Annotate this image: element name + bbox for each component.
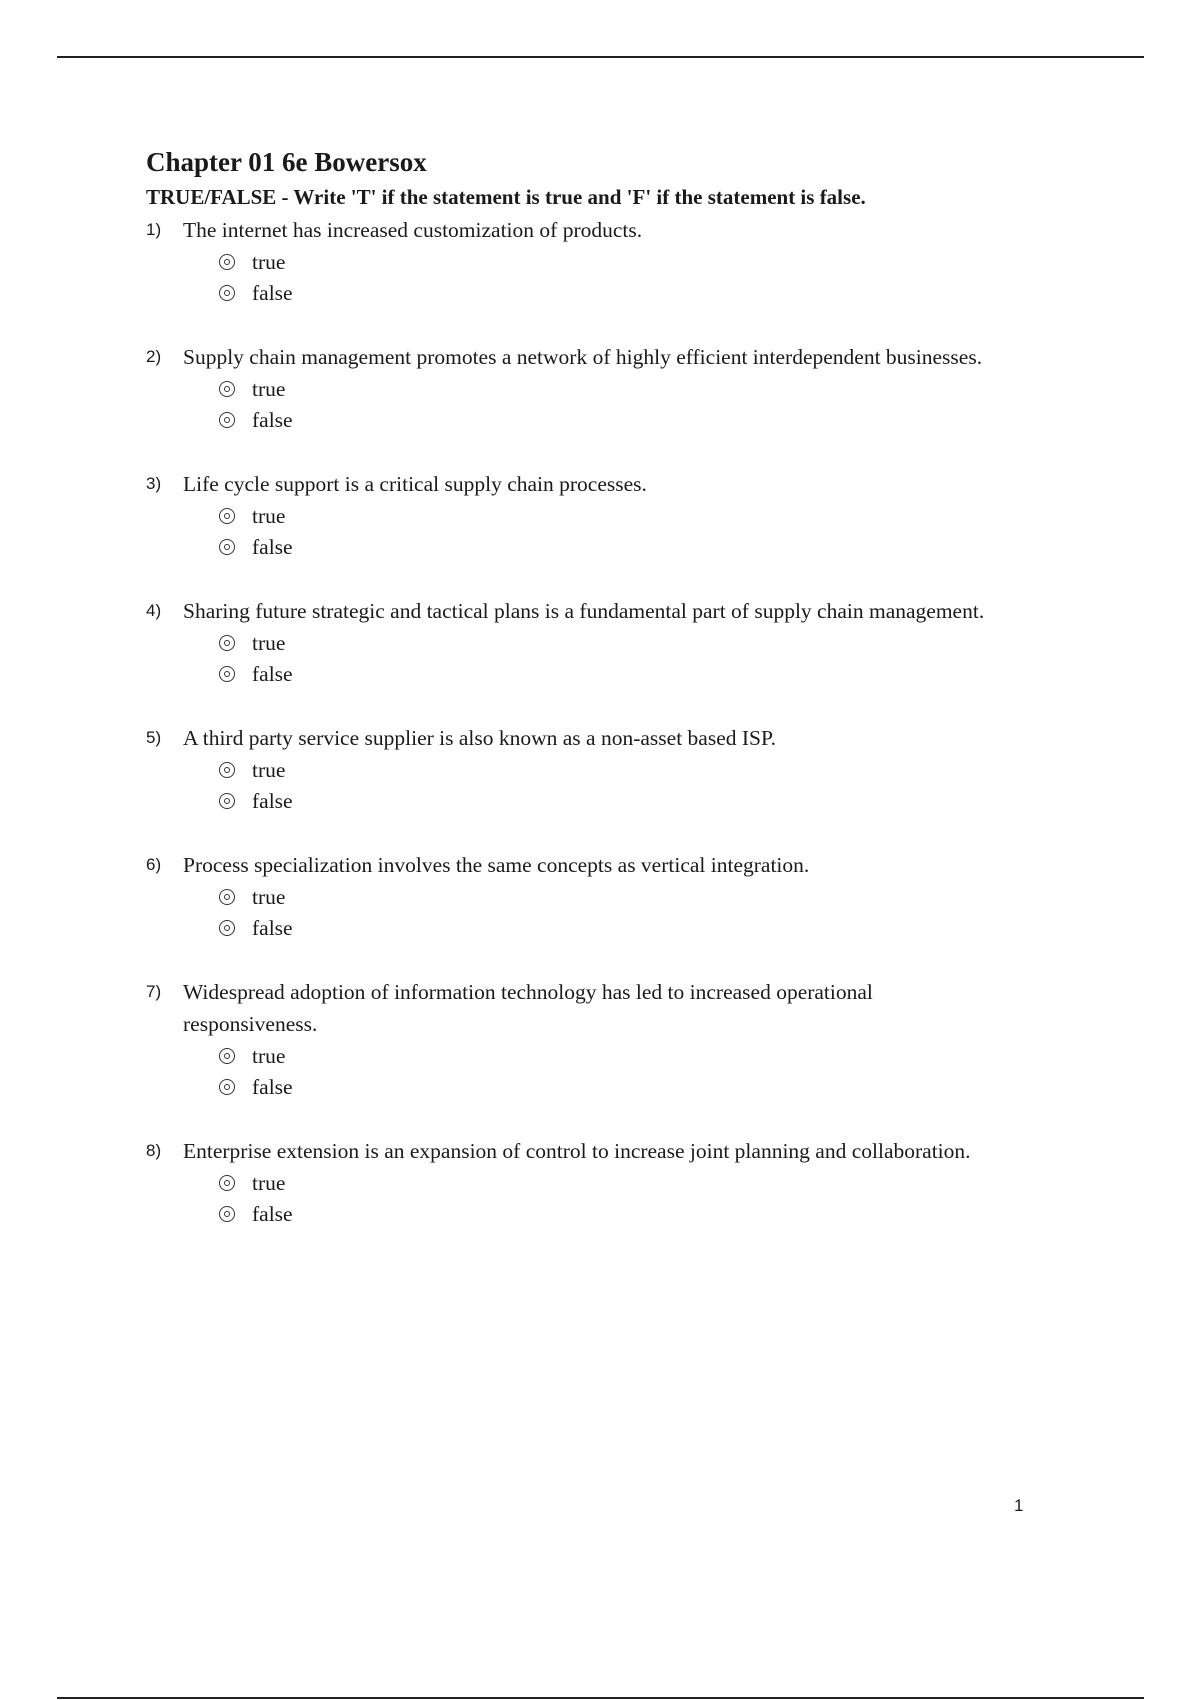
option-true[interactable] bbox=[219, 500, 1106, 532]
question-number: 7) bbox=[146, 982, 162, 1001]
header-rule bbox=[57, 56, 1144, 58]
option-label: true bbox=[252, 630, 286, 655]
answer-options bbox=[219, 1167, 1106, 1230]
footer-rule bbox=[57, 1697, 1144, 1699]
radio-icon[interactable] bbox=[219, 1175, 235, 1191]
radio-icon[interactable] bbox=[219, 1079, 235, 1095]
page-number: 1 bbox=[1014, 1496, 1024, 1515]
radio-icon[interactable] bbox=[219, 381, 235, 397]
radio-icon[interactable] bbox=[219, 889, 235, 905]
radio-icon[interactable] bbox=[219, 793, 235, 809]
option-label: true bbox=[252, 757, 286, 782]
question-number: 8) bbox=[146, 1141, 162, 1160]
option-true[interactable] bbox=[219, 881, 1106, 913]
option-false[interactable] bbox=[219, 405, 1106, 437]
answer-options bbox=[219, 1040, 1106, 1103]
question-text: Sharing future strategic and tactical plans is a fundamental part of supply chain management. bbox=[183, 599, 985, 623]
question-text: Enterprise extension is an expansion of control to increase joint planning and collaboration. bbox=[183, 1139, 971, 1163]
radio-icon[interactable] bbox=[219, 1048, 235, 1064]
option-label: false bbox=[252, 1202, 293, 1227]
question-2 bbox=[146, 341, 1106, 436]
question-4 bbox=[146, 595, 1106, 690]
question-text: A third party service supplier is also known as a non-asset based ISP. bbox=[183, 726, 776, 750]
option-label: true bbox=[252, 249, 286, 274]
option-label: false bbox=[252, 1075, 293, 1100]
option-label: false bbox=[252, 535, 293, 560]
option-false[interactable] bbox=[219, 659, 1106, 691]
option-false[interactable] bbox=[219, 913, 1106, 945]
section-instructions: TRUE/FALSE - Write 'T' if the statement is true and 'F' if the statement is false. bbox=[146, 185, 866, 209]
radio-icon[interactable] bbox=[219, 285, 235, 301]
option-label: true bbox=[252, 376, 286, 401]
answer-options bbox=[219, 754, 1106, 817]
radio-icon[interactable] bbox=[219, 412, 235, 428]
radio-icon[interactable] bbox=[219, 1206, 235, 1222]
option-true[interactable] bbox=[219, 1167, 1106, 1199]
question-number: 3) bbox=[146, 474, 162, 493]
radio-icon[interactable] bbox=[219, 508, 235, 524]
answer-options bbox=[219, 627, 1106, 690]
option-false[interactable] bbox=[219, 1072, 1106, 1104]
option-false[interactable] bbox=[219, 1199, 1106, 1231]
question-number: 2) bbox=[146, 347, 162, 366]
answer-options bbox=[219, 500, 1106, 563]
option-label: true bbox=[252, 503, 286, 528]
radio-icon[interactable] bbox=[219, 666, 235, 682]
question-number: 1) bbox=[146, 220, 162, 239]
document-body bbox=[146, 142, 1106, 1262]
option-false[interactable] bbox=[219, 786, 1106, 818]
question-number: 6) bbox=[146, 855, 162, 874]
option-true[interactable] bbox=[219, 1040, 1106, 1072]
question-3 bbox=[146, 468, 1106, 563]
option-label: true bbox=[252, 1043, 286, 1068]
question-text: The internet has increased customization of products. bbox=[183, 218, 643, 242]
question-number: 4) bbox=[146, 601, 162, 620]
option-label: false bbox=[252, 662, 293, 687]
question-6 bbox=[146, 849, 1106, 944]
answer-options bbox=[219, 246, 1106, 309]
question-7 bbox=[146, 976, 1106, 1103]
option-true[interactable] bbox=[219, 246, 1106, 278]
question-number: 5) bbox=[146, 728, 162, 747]
answer-options bbox=[219, 881, 1106, 944]
radio-icon[interactable] bbox=[219, 254, 235, 270]
question-text: Supply chain management promotes a network of highly efficient interdependent businesses. bbox=[183, 345, 983, 369]
document-title: Chapter 01 6e Bowersox bbox=[146, 147, 427, 177]
answer-options bbox=[219, 373, 1106, 436]
option-true[interactable] bbox=[219, 373, 1106, 405]
option-label: false bbox=[252, 408, 293, 433]
question-text: Process specialization involves the same concepts as vertical integration. bbox=[183, 853, 810, 877]
option-label: false bbox=[252, 281, 293, 306]
option-label: false bbox=[252, 916, 293, 941]
option-false[interactable] bbox=[219, 278, 1106, 310]
question-text: Widespread adoption of information technology has led to increased operational responsiveness. bbox=[183, 980, 873, 1036]
option-true[interactable] bbox=[219, 627, 1106, 659]
question-text: Life cycle support is a critical supply chain processes. bbox=[183, 472, 647, 496]
option-label: true bbox=[252, 1170, 286, 1195]
question-5 bbox=[146, 722, 1106, 817]
radio-icon[interactable] bbox=[219, 762, 235, 778]
option-label: true bbox=[252, 884, 286, 909]
question-1 bbox=[146, 214, 1106, 309]
radio-icon[interactable] bbox=[219, 920, 235, 936]
option-true[interactable] bbox=[219, 754, 1106, 786]
question-8 bbox=[146, 1135, 1106, 1230]
option-false[interactable] bbox=[219, 532, 1106, 564]
radio-icon[interactable] bbox=[219, 539, 235, 555]
option-label: false bbox=[252, 789, 293, 814]
radio-icon[interactable] bbox=[219, 635, 235, 651]
